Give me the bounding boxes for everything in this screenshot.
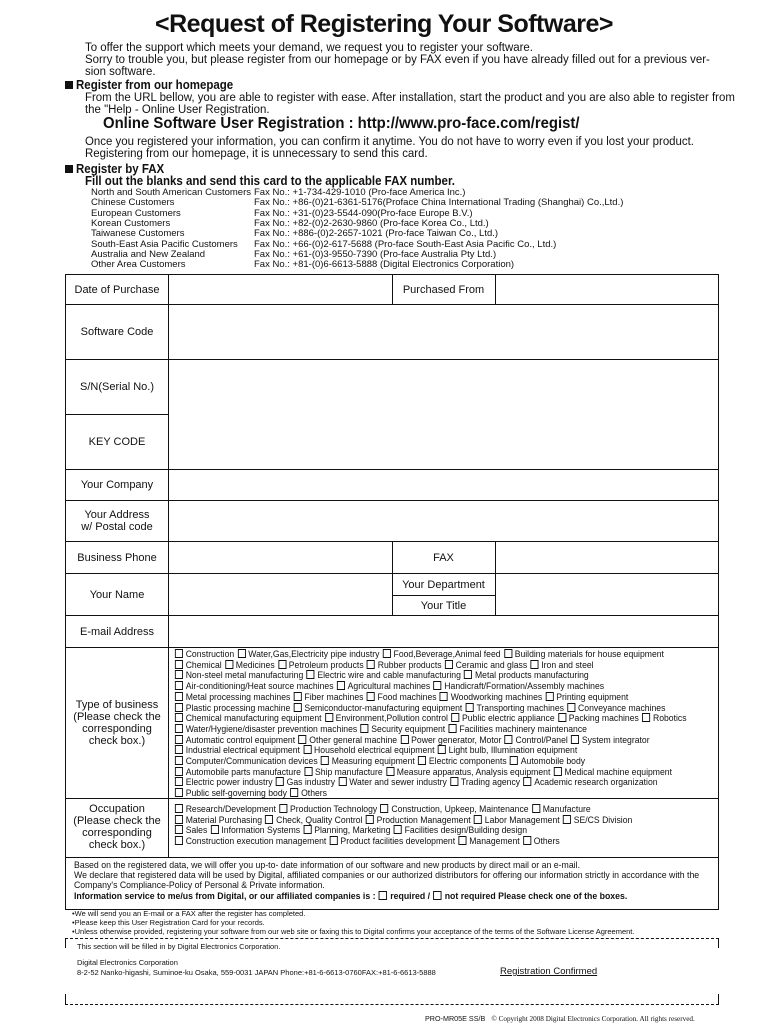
option-checkbox[interactable] <box>175 777 183 786</box>
option-label: Management <box>469 836 523 848</box>
option-checkbox[interactable] <box>367 660 375 669</box>
option-label: Medical machine equipment <box>564 766 672 778</box>
option-label: Fiber machines <box>304 691 366 703</box>
option-checkbox[interactable] <box>237 649 245 658</box>
option-checkbox[interactable] <box>567 703 575 712</box>
your-name-label: Your Name <box>89 588 145 601</box>
option-checkbox[interactable] <box>175 735 183 744</box>
office-section-bottom-border <box>65 1004 719 1005</box>
consent-line-1: Based on the registered data, we will offer you up-to- date information of our software and new products by direct mail or an e-mail. <box>74 860 580 870</box>
option-checkbox[interactable] <box>450 777 458 786</box>
office-address: 8-2-52 Nanko-higashi, Suminoe-ku Osaka, 559-0031 JAPAN Phone:+81-6-6613-0760FAX:+81-6-6613-5888 <box>77 968 436 977</box>
option-label: Metal processing machines <box>185 691 293 703</box>
option-label: Trading agency <box>460 777 523 789</box>
option-line <box>174 649 744 660</box>
option-checkbox[interactable] <box>386 767 394 776</box>
option-label: Medicines <box>235 659 278 671</box>
fax-number: Fax No.: +81-(0)6-6613-5888 (Digital Electronics Corporation) <box>254 259 515 271</box>
option-line <box>174 660 744 671</box>
option-checkbox[interactable] <box>175 745 183 754</box>
option-label: Industrial electrical equipment <box>185 745 303 757</box>
option-checkbox[interactable] <box>338 777 346 786</box>
department-field[interactable] <box>496 574 718 595</box>
fax-number: Fax No.: +86-(0)21-6361-5176(Proface China International Trading (Shanghai) Co.,Ltd.) <box>254 197 624 209</box>
option-checkbox[interactable] <box>530 660 538 669</box>
option-label: Production Technology <box>290 804 380 815</box>
consent-question: Information service to me/us from Digital, or our affiliated companies is : <box>74 891 376 901</box>
intro-line-2: Sorry to trouble you, but please register from our homepage or by FAX even if you have already filled out for a previous ver- <box>85 52 710 66</box>
consent-line-3: Company's Compliance-Policy of Personal & Private information. <box>74 880 325 890</box>
option-checkbox[interactable] <box>451 713 459 722</box>
homepage-line-4: Registering from our homepage, it is unnecessary to send this card. <box>85 146 428 160</box>
homepage-line-1: From the URL bellow, you are able to register with ease. After installation, start the product and you are also able to register from <box>85 90 735 104</box>
option-label: Petroleum products <box>288 659 367 671</box>
required-label: required / <box>390 891 431 901</box>
option-label: Non-steel metal manufacturing <box>185 670 306 682</box>
fax-number: Fax No.: +31-(0)23-5544-090(Pro-face Europe B.V.) <box>254 207 473 219</box>
option-label: Facilities design/Building design <box>404 825 528 837</box>
registration-confirmed-label: Registration Confirmed <box>500 966 598 977</box>
address-field[interactable] <box>169 501 718 541</box>
option-checkbox[interactable] <box>278 660 286 669</box>
option-checkbox[interactable] <box>175 703 183 712</box>
option-label: Computer/Communication devices <box>185 756 321 768</box>
option-checkbox[interactable] <box>330 836 338 845</box>
option-checkbox[interactable] <box>546 692 554 701</box>
option-label: Environment,Pollution control <box>335 713 451 725</box>
option-line <box>174 670 744 681</box>
option-label: System integrator <box>581 734 650 746</box>
option-label: SE/CS Division <box>573 814 633 826</box>
option-checkbox[interactable] <box>175 660 183 669</box>
option-checkbox[interactable] <box>505 735 513 744</box>
option-line <box>174 804 683 815</box>
square-bullet-icon <box>65 81 73 89</box>
option-checkbox[interactable] <box>563 815 571 824</box>
fax-customer: North and South American Customers <box>91 187 251 198</box>
business-options <box>174 649 744 799</box>
fax-number: Fax No.: +886-(0)2-2657-1021 (Pro-face Taiwan Co., Ltd.) <box>254 228 499 240</box>
option-checkbox[interactable] <box>445 660 453 669</box>
option-label: Agricultural machines <box>347 681 433 693</box>
option-label: Others <box>533 836 560 848</box>
option-label: Water and sewer industry <box>349 777 450 789</box>
your-title-label: Your Title <box>420 599 467 612</box>
option-label: Chemical <box>185 659 225 671</box>
office-note: This section will be filled in by Digital Electronics Corporation. <box>77 942 281 951</box>
option-label: Semiconductor-manufacturing equipment <box>304 702 465 714</box>
intro-line-3: sion software. <box>85 64 156 78</box>
option-checkbox[interactable] <box>211 825 219 834</box>
corner-mark <box>65 994 66 1004</box>
fax-customer: Korean Customers <box>91 217 171 229</box>
option-label: Woodworking machines <box>450 691 545 703</box>
option-label: Chemical manufacturing equipment <box>185 713 324 725</box>
option-label: Construction execution management <box>185 836 329 848</box>
option-line <box>174 681 744 692</box>
option-checkbox[interactable] <box>304 767 312 776</box>
option-line <box>174 724 744 735</box>
option-checkbox[interactable] <box>458 836 466 845</box>
option-checkbox[interactable] <box>558 713 566 722</box>
option-checkbox[interactable] <box>337 681 345 690</box>
option-label: Handicraft/Formation/Assembly machines <box>444 681 605 693</box>
option-label: Conveyance machines <box>578 702 666 714</box>
your-name-field[interactable] <box>169 574 392 615</box>
option-label: Air-conditioning/Heat source machines <box>185 681 336 693</box>
purchased-from-field[interactable] <box>496 275 718 304</box>
occupation-label-line-3: corresponding <box>82 827 152 839</box>
option-checkbox[interactable] <box>440 692 448 701</box>
software-code-label: Software Code <box>80 326 154 338</box>
option-checkbox[interactable] <box>175 692 183 701</box>
option-label: Control/Panel <box>515 734 571 746</box>
option-label: Other general machine <box>309 734 400 746</box>
footer <box>425 1014 695 1023</box>
option-label: Light bulb, Illumination equipment <box>448 745 578 757</box>
option-label: Water/Hygiene/disaster prevention machines <box>185 723 360 735</box>
option-label: Automatic control equipment <box>185 734 298 746</box>
company-field[interactable] <box>169 470 718 500</box>
homepage-line-2: the "Help - Online User Registration. <box>85 102 270 116</box>
option-line <box>174 777 744 788</box>
option-checkbox[interactable] <box>510 756 518 765</box>
consent-choice <box>74 891 663 902</box>
date-of-purchase-label: Date of Purchase <box>74 283 160 296</box>
purchased-from-label: Purchased From <box>402 283 485 296</box>
fax-customer: Other Area Customers <box>91 259 186 271</box>
option-label: Construction, Upkeep, Maintenance <box>391 804 532 815</box>
option-checkbox[interactable] <box>400 735 408 744</box>
not-required-label: not required Please check one of the boxes. <box>444 891 628 901</box>
option-label: Planning, Marketing <box>314 825 393 837</box>
option-label: Public electric appliance <box>462 713 558 725</box>
corner-mark <box>718 994 719 1004</box>
option-label: Product facilities development <box>340 836 458 848</box>
notes <box>72 909 634 936</box>
note-1: •We will send you an E-mail or a FAX after the register has completed. <box>72 909 306 918</box>
option-label: Food,Beverage,Animal feed <box>393 649 503 660</box>
address-label-line-1: Your Address <box>84 509 150 521</box>
option-checkbox[interactable] <box>175 788 183 797</box>
your-department-label: Your Department <box>402 578 485 591</box>
option-line <box>174 735 744 746</box>
option-label: Food machines <box>377 691 439 703</box>
online-registration-url[interactable]: Online Software User Registration : http://www.pro-face.com/regist/ <box>103 115 580 132</box>
option-checkbox[interactable] <box>294 703 302 712</box>
option-checkbox[interactable] <box>175 670 183 679</box>
option-label: Gas industry <box>286 777 338 789</box>
option-label: Packing machines <box>568 713 642 725</box>
fax-label: FAX <box>433 551 454 564</box>
option-label: Printing equipment <box>556 691 629 703</box>
option-label: Household electrical equipment <box>314 745 437 757</box>
fax-customer: Australia and New Zealand <box>91 248 206 260</box>
option-checkbox[interactable] <box>303 745 311 754</box>
option-label: Ceramic and glass <box>455 659 530 671</box>
homepage-heading: Register from our homepage <box>65 78 247 92</box>
option-label: Measure apparatus, Analysis equipment <box>396 766 553 778</box>
option-checkbox[interactable] <box>175 767 183 776</box>
fax-number: Fax No.: +82-(0)2-2630-9860 (Pro-face Korea Co., Ltd.) <box>254 217 489 229</box>
software-info-field[interactable] <box>169 305 718 469</box>
option-checkbox[interactable] <box>279 804 287 813</box>
option-label: Construction <box>185 649 237 660</box>
business-phone-label: Business Phone <box>77 551 157 564</box>
option-checkbox[interactable] <box>307 670 315 679</box>
option-label: Transporting machines <box>476 702 567 714</box>
option-line <box>174 745 744 756</box>
occupation-label-line-1: Occupation <box>89 803 145 815</box>
option-checkbox[interactable] <box>474 815 482 824</box>
option-label: Public self-governing body <box>185 788 290 800</box>
occupation-label <box>66 799 168 851</box>
fax-number: Fax No.: +1-734-429-1010 (Pro-face America Inc.) <box>254 187 466 198</box>
option-label: Metal products manufacturing <box>474 670 589 682</box>
option-checkbox[interactable] <box>276 777 284 786</box>
option-label: Plastic processing machine <box>185 702 293 714</box>
option-checkbox[interactable] <box>366 815 374 824</box>
option-line <box>174 825 683 836</box>
option-label: Research/Development <box>185 804 279 815</box>
option-checkbox[interactable] <box>325 713 333 722</box>
option-checkbox[interactable] <box>175 815 183 824</box>
date-of-purchase-field[interactable] <box>169 275 392 304</box>
option-label: Production Management <box>376 814 474 826</box>
business-label-line-3: corresponding <box>82 723 152 735</box>
page-title: <Request of Registering Your Software> <box>155 10 613 38</box>
option-label: Robotics <box>652 713 687 725</box>
option-label: Material Purchasing <box>185 814 265 826</box>
option-line <box>174 836 683 847</box>
not-required-checkbox[interactable] <box>433 891 441 900</box>
option-line <box>174 703 744 714</box>
option-checkbox[interactable] <box>294 692 302 701</box>
occupation-label-line-2: (Please check the <box>73 815 161 827</box>
fax-customer: European Customers <box>91 207 181 219</box>
business-label-line-2: (Please check the <box>73 711 161 723</box>
email-address-label: E-mail Address <box>80 625 154 638</box>
option-label: Electric wire and cable manufacturing <box>317 670 464 682</box>
form-code: PRO-MR05E SS/B <box>425 1014 486 1023</box>
option-checkbox[interactable] <box>438 745 446 754</box>
option-checkbox[interactable] <box>381 804 389 813</box>
address-label-line-2: w/ Postal code <box>81 521 153 533</box>
option-checkbox[interactable] <box>642 713 650 722</box>
homepage-line-3: Once you registered your information, you can confirm it anytime. You do not have to worry even if you lost your product. <box>85 134 694 148</box>
option-checkbox[interactable] <box>290 788 298 797</box>
fax-customer: Taiwanese Customers <box>91 228 185 240</box>
fax-customer: South-East Asia Pacific Customers <box>91 238 238 250</box>
option-label: Iron and steel <box>541 659 594 671</box>
intro-line-1: To offer the support which meets your demand, we request you to register your software. <box>85 40 533 54</box>
option-checkbox[interactable] <box>383 649 391 658</box>
option-checkbox[interactable] <box>175 825 183 834</box>
title-field[interactable] <box>496 596 718 615</box>
option-line <box>174 756 744 767</box>
option-label: Manufacture <box>542 804 591 815</box>
option-label: Sales <box>185 825 210 837</box>
option-label: Academic research organization <box>534 777 658 789</box>
option-line <box>174 767 744 778</box>
option-checkbox[interactable] <box>175 649 183 658</box>
option-checkbox[interactable] <box>464 670 472 679</box>
office-section-top-border <box>65 938 719 939</box>
option-checkbox[interactable] <box>466 703 474 712</box>
copyright: © Copyright 2008 Digital Electronics Corporation. All rights reserved. <box>491 1015 695 1023</box>
option-checkbox[interactable] <box>367 692 375 701</box>
occupation-options <box>174 804 683 847</box>
option-checkbox[interactable] <box>175 836 183 845</box>
option-label: Others <box>301 788 327 800</box>
option-checkbox[interactable] <box>303 825 311 834</box>
option-label: Building materials for house equipment <box>514 649 664 660</box>
option-label: Automobile body <box>520 756 586 768</box>
option-checkbox[interactable] <box>394 825 402 834</box>
corner-mark <box>718 938 719 948</box>
fax-subheading: Fill out the blanks and send this card to the applicable FAX number. <box>85 174 455 188</box>
option-label: Ship manufacture <box>314 766 386 778</box>
option-checkbox[interactable] <box>175 756 183 765</box>
option-line <box>174 815 683 826</box>
fax-field[interactable] <box>496 542 718 573</box>
option-checkbox[interactable] <box>433 681 441 690</box>
email-field[interactable] <box>169 616 718 647</box>
fax-number: Fax No.: +61-(0)3-9550-7390 (Pro-face Australia Pty Ltd.) <box>254 248 497 260</box>
option-checkbox[interactable] <box>175 713 183 722</box>
option-checkbox[interactable] <box>360 724 368 733</box>
occupation-label-line-4: check box.) <box>88 839 146 851</box>
option-checkbox[interactable] <box>571 735 579 744</box>
option-checkbox[interactable] <box>175 804 183 813</box>
option-label: Information Systems <box>221 825 303 837</box>
square-bullet-icon <box>65 165 73 173</box>
option-label: Labor Management <box>484 814 563 826</box>
business-phone-field[interactable] <box>169 542 392 573</box>
note-3: •Unless otherwise provided, registering your software from our web site or faxing this to Digital confirms your acceptance of the terms of the Software License Agreement. <box>72 927 635 936</box>
option-checkbox[interactable] <box>175 681 183 690</box>
fax-number: Fax No.: +66-(0)2-617-5688 (Pro-face South-East Asia Pacific Co., Ltd.) <box>254 238 557 250</box>
option-checkbox[interactable] <box>225 660 233 669</box>
option-checkbox[interactable] <box>175 724 183 733</box>
option-checkbox[interactable] <box>523 777 531 786</box>
key-code-label: KEY CODE <box>88 436 146 448</box>
option-checkbox[interactable] <box>523 836 531 845</box>
type-of-business-label <box>66 648 168 798</box>
option-label: Automobile parts manufacture <box>185 766 304 778</box>
required-checkbox[interactable] <box>379 891 387 900</box>
option-label: Measuring equipment <box>331 756 418 768</box>
option-label: Electric components <box>428 756 510 768</box>
option-checkbox[interactable] <box>449 724 457 733</box>
note-2: •Please keep this User Registration Card for your records. <box>72 918 265 927</box>
serial-no-label: S/N(Serial No.) <box>80 381 154 393</box>
option-checkbox[interactable] <box>298 735 306 744</box>
office-company: Digital Electronics Corporation <box>77 958 178 967</box>
option-label: Facilities machinery maintenance <box>459 723 587 735</box>
option-checkbox[interactable] <box>532 804 540 813</box>
option-line <box>174 788 744 799</box>
option-label: Check, Quality Control <box>276 814 365 826</box>
option-checkbox[interactable] <box>504 649 512 658</box>
fax-customer: Chinese Customers <box>91 197 175 209</box>
option-checkbox[interactable] <box>418 756 426 765</box>
corner-mark <box>65 938 66 948</box>
option-checkbox[interactable] <box>265 815 273 824</box>
option-label: Power generator, Motor <box>411 734 504 746</box>
your-address-label <box>66 501 168 541</box>
option-label: Security equipment <box>371 723 448 735</box>
your-company-label: Your Company <box>80 479 154 491</box>
option-line <box>174 692 744 703</box>
option-checkbox[interactable] <box>554 767 562 776</box>
option-label: Electric power industry <box>185 777 275 789</box>
option-line <box>174 713 744 724</box>
fax-heading: Register by FAX <box>65 162 172 176</box>
registration-form <box>65 274 719 910</box>
business-label-line-1: Type of business <box>75 699 159 711</box>
option-checkbox[interactable] <box>321 756 329 765</box>
consent-line-2: We declare that registered data will be used by Digital, affiliated companies or our authorized distributors for offering our information strictly in accordance with the <box>74 870 700 880</box>
business-label-line-4: check box.) <box>88 735 146 747</box>
option-label: Water,Gas,Electricity pipe industry <box>248 649 382 660</box>
option-label: Rubber products <box>377 659 444 671</box>
